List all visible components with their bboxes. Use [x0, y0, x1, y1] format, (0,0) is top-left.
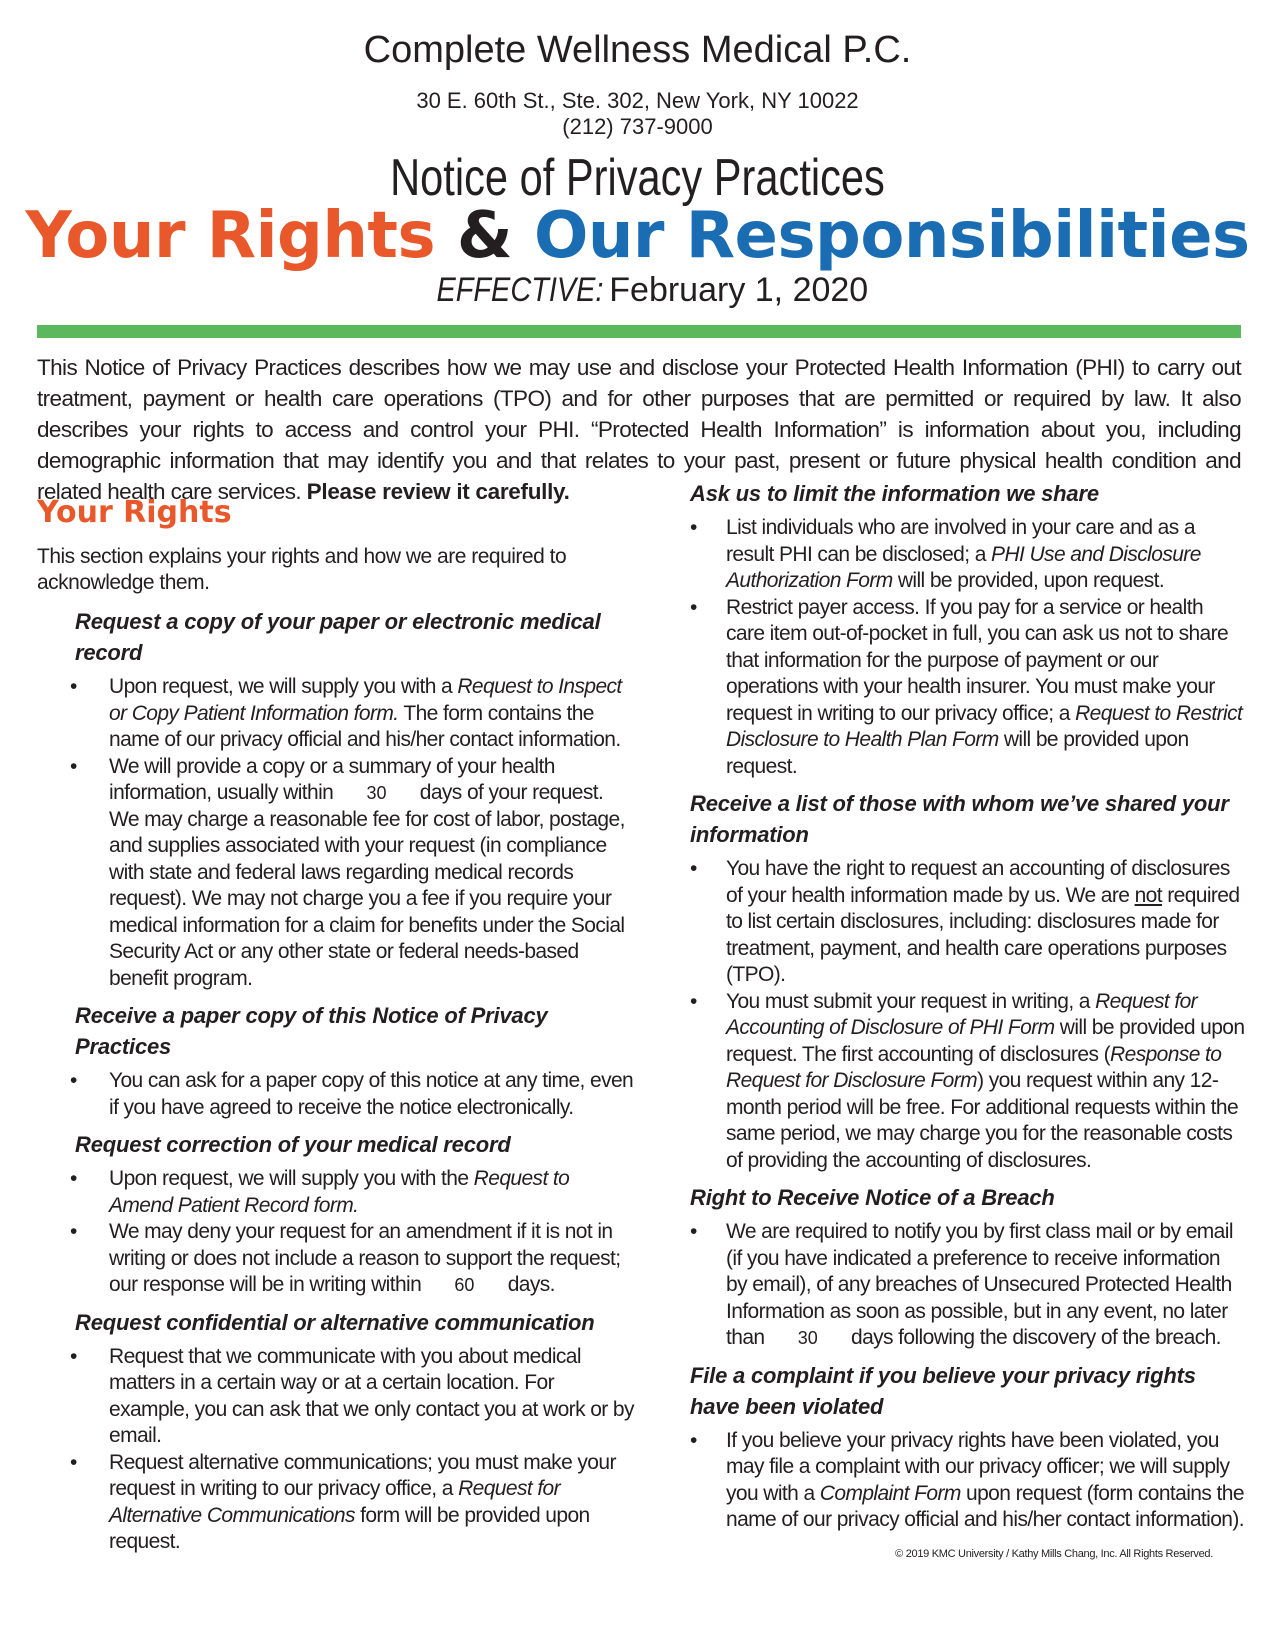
list-item: • Upon request, we will supply you with a Request to Inspect or Copy Patient Information form. The form contains the name of our privacy official and his/her contact information. — [37, 674, 637, 754]
heading-paper-notice: Receive a paper copy of this Notice of Privacy Practices — [75, 1003, 548, 1059]
practice-address: 30 E. 60th St., Ste. 302, New York, NY 10022 — [416, 88, 859, 113]
list-item: • Restrict payer access. If you pay for a service or health care item out-of-pocket in full, you can ask us not to share that information for the purpose of payment or our operations with your health insurer. You must make your request in writing to our privacy office; a Request to Restrict Disclosure to Health Plan Form will be provided upon request. — [690, 595, 1245, 781]
headline-responsibilities: Our Responsibilities — [533, 199, 1250, 273]
list-item: • Request alternative communications; you must make your request in writing to our privacy office, a Request for Alternative Communications form will be provided upon request. — [37, 1450, 637, 1556]
list-item: • Request that we communicate with you about medical matters in a certain way or at a certain location. For example, you can ask that we only contact you at work or by email. — [37, 1344, 637, 1450]
section-title-your-rights: Your Rights — [37, 495, 232, 530]
heading-copy-record: Request a copy of your paper or electronic medical record — [75, 609, 601, 665]
list-paper-notice — [37, 1068, 637, 1121]
intro-text: This Notice of Privacy Practices describes how we may use and disclose your Protected Health Information (PHI) to carry out treatment, payment or health care operations (TPO) and for other purposes that are permitted or required by law. It also describes your rights to access and control your PHI. “Protected Health Information” is information about you, including demographic information that may identify you and that relates to your past, present or future physical health condition and related health care services. — [37, 355, 1241, 504]
list-limit — [690, 515, 1245, 780]
copyright-footer: © 2019 KMC University / Kathy Mills Chang, Inc. All Rights Reserved. — [895, 1548, 1213, 1560]
heading-correction: Request correction of your medical record — [75, 1132, 511, 1157]
heading-confidential: Request confidential or alternative communication — [75, 1309, 595, 1335]
days-field: 30 — [797, 1328, 818, 1348]
effective-date: February 1, 2020 — [609, 271, 869, 309]
heading-limit: Ask us to limit the information we share — [690, 481, 1099, 506]
list-copy-record — [37, 674, 637, 992]
intro-emphasis: Please review it carefully. — [306, 479, 570, 504]
list-accounting — [690, 856, 1245, 1174]
right-column — [690, 478, 1245, 1542]
list-item: • You must submit your request in writing, a Request for Accounting of Disclosure of PHI Form will be provided upon request. The first accounting of disclosures (Response to Request for Disclosure Form) you request within any 12-month period will be free. For additional requests within the same period, we may charge you for the reasonable costs of providing the accounting of disclosures. — [690, 989, 1245, 1175]
left-column — [37, 496, 637, 1564]
list-item: • You have the right to request an accounting of disclosures of your health information made by us. We are not required to list certain disclosures, including: disclosures made for treatment, payment, and health care operations purposes (TPO). — [690, 856, 1245, 989]
days-field: 60 — [454, 1275, 475, 1295]
list-complaint — [690, 1428, 1245, 1534]
list-correction — [37, 1166, 637, 1299]
heading-breach: Right to Receive Notice of a Breach — [690, 1185, 1055, 1210]
list-item: • If you believe your privacy rights have been violated, you may file a complaint with our privacy officer; we will supply you with a Complaint Form upon request (form contains the name of our privacy official and his/her contact information). — [690, 1428, 1245, 1534]
list-item: • Upon request, we will supply you with the Request to Amend Patient Record form. — [37, 1166, 637, 1219]
days-field: 30 — [366, 783, 387, 803]
heading-accounting: Receive a list of those with whom we’ve shared your information — [690, 791, 1229, 847]
list-item: • You can ask for a paper copy of this notice at any time, even if you have agreed to receive the notice electronically. — [37, 1068, 637, 1121]
practice-name: Complete Wellness Medical P.C. — [363, 29, 912, 71]
effective-line — [0, 270, 1275, 310]
notice-title: Notice of Privacy Practices — [390, 149, 885, 207]
headline — [0, 200, 1275, 272]
heading-complaint: File a complaint if you believe your privacy rights have been violated — [690, 1362, 1196, 1419]
practice-phone: (212) 737-9000 — [562, 114, 713, 139]
list-item: • List individuals who are involved in your care and as a result PHI can be disclosed; a PHI Use and Disclosure Authorization Form will be provided, upon request. — [690, 515, 1245, 595]
list-breach — [690, 1219, 1245, 1352]
headline-ampersand: & — [456, 199, 513, 273]
list-item: • We will provide a copy or a summary of your health information, usually within 30 days of your request. We may charge a reasonable fee for cost of labor, postage, and supplies associated with your request (in compliance with state and federal laws regarding medical records request). We may not charge you a fee if you require your medical information for a claim for benefits under the Social Security Act or any other state or federal needs-based benefit program. — [37, 754, 637, 993]
headline-rights: Your Rights — [25, 199, 436, 273]
list-confidential — [37, 1344, 637, 1556]
section-intro: This section explains your rights and how we are required to acknowledge them. — [37, 545, 567, 594]
divider-bar — [37, 325, 1241, 338]
list-item: • We may deny your request for an amendment if it is not in writing or does not include a reason to support the request; our response will be in writing within 60 days. — [37, 1219, 637, 1299]
effective-label: EFFECTIVE: — [436, 271, 604, 309]
list-item: • We are required to notify you by first class mail or by email (if you have indicated a preference to receive information by email), of any breaches of Unsecured Protected Health Information as soon as possible, but in any event, no later than 30 days following the discovery of the breach. — [690, 1219, 1245, 1352]
